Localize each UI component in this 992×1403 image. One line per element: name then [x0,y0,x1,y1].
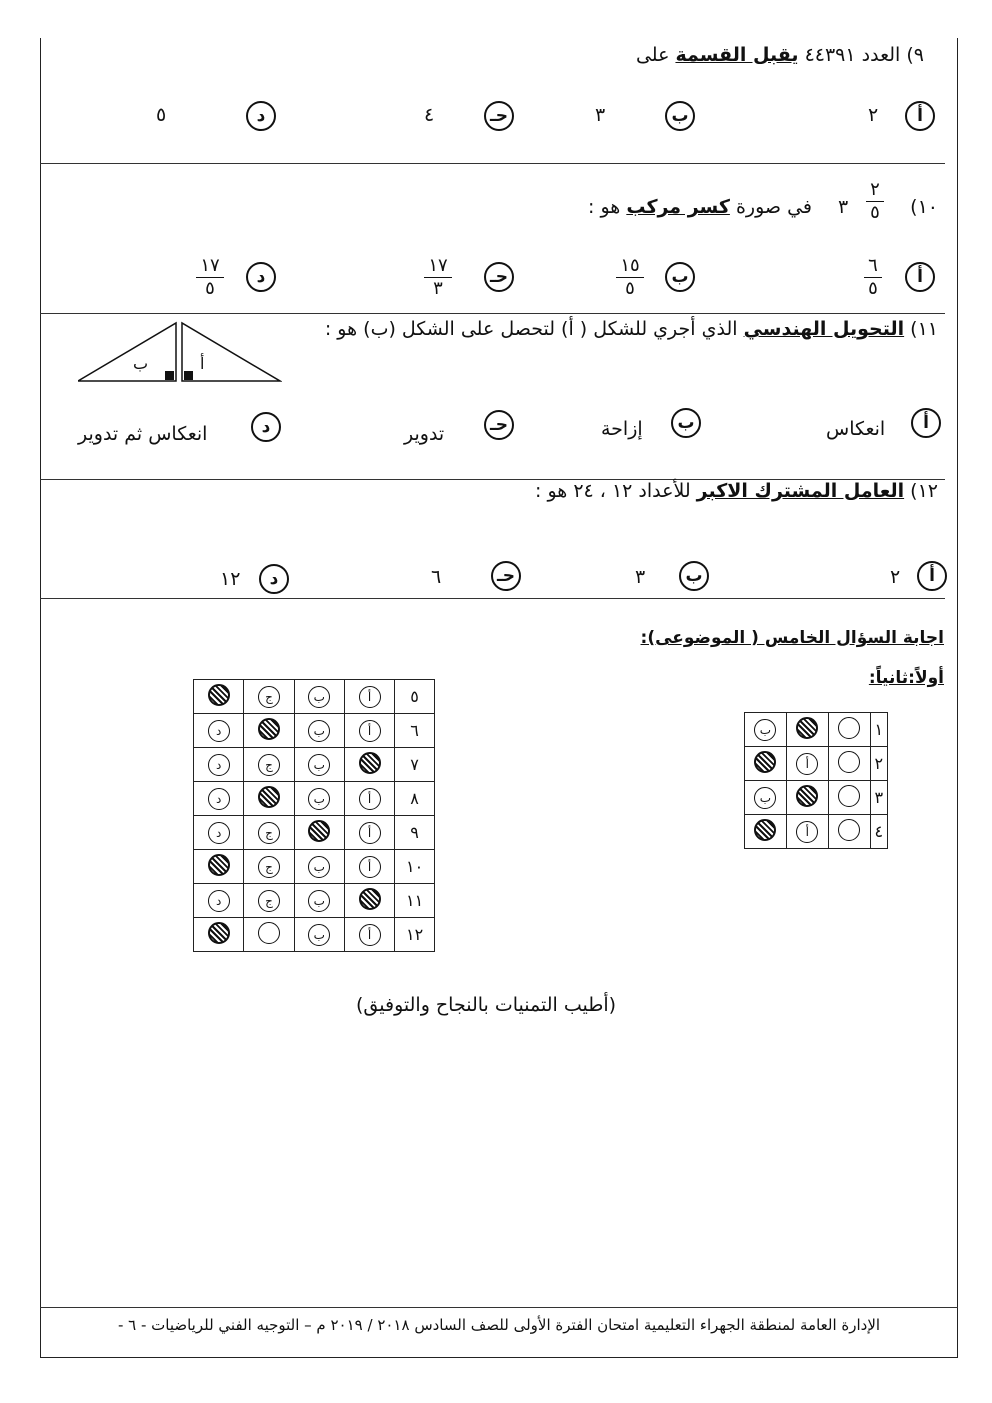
q10-option-d-circle[interactable]: د [246,262,276,292]
answer-cell [194,816,244,850]
q11-option-d-value: انعكاس ثم تدوير [78,423,208,445]
answer-question-number: ٤ [870,815,887,849]
answer-cell [786,747,828,781]
answer-choice[interactable]: ج [258,754,280,776]
answer-cell [294,714,344,748]
answer-cell [294,918,344,952]
q11-end: الذي أجري للشكل ( أ) لتحصل على الشكل (ب) هو : [324,318,738,340]
answer-choice[interactable]: ب [308,754,330,776]
answer-choice-selected[interactable] [754,751,776,773]
answer-choice-selected[interactable] [359,752,381,774]
answer-question-number: ١ [870,713,887,747]
answer-choice-selected[interactable] [208,854,230,876]
q12-question [535,480,938,502]
answer-choice[interactable]: ب [308,924,330,946]
answer-cell [786,713,828,747]
triangle-a-right-angle [184,371,193,380]
q10-option-b-den: ٥ [625,278,635,299]
answer-choice-selected[interactable] [796,785,818,807]
q12-number: ١٢) [910,480,938,502]
answer-cell [244,918,294,952]
q12-option-d-circle[interactable]: د [259,564,289,594]
answer-cell [294,816,344,850]
answer-cell [344,918,394,952]
answer-choice[interactable]: أ [796,821,818,843]
answer-choice[interactable]: ج [258,856,280,878]
q10-mixed-den: ٥ [870,202,880,223]
answer-row [194,884,435,918]
answer-question-number: ١٢ [395,918,435,952]
q10-option-c-fraction [424,256,452,299]
answer-choice[interactable] [838,717,860,739]
answer-cell [745,815,787,849]
q12-option-b-circle[interactable]: ب [679,561,709,591]
answer-cell [828,781,870,815]
answer-cell [294,680,344,714]
answer-cell [194,680,244,714]
q12-end: للأعداد ١٢ ، ٢٤ هو : [535,480,691,502]
q10-bold: كسر مركب [626,196,730,218]
answer-cell [828,815,870,849]
q10-option-b-num: ١٥ [620,255,640,276]
answer-choice[interactable]: ب [308,788,330,810]
triangle-a [182,323,280,381]
answer-cell [194,782,244,816]
answer-cell [194,714,244,748]
answer-cell [828,713,870,747]
answer-choice[interactable]: د [208,720,230,742]
answer-cell [194,850,244,884]
answer-cell [194,884,244,918]
answer-cell [244,680,294,714]
answer-cell [745,713,787,747]
answer-cell [344,850,394,884]
answer-cell [244,816,294,850]
answers-small-table [744,712,888,849]
answer-cell [244,884,294,918]
answer-row [194,850,435,884]
divider-q10 [40,313,945,314]
q9-option-a-circle[interactable]: أ [905,101,935,131]
divider-q9 [40,163,945,164]
q12-option-c-circle[interactable]: حـ [491,561,521,591]
answer-cell [194,918,244,952]
q10-mixed-num: ٢ [870,179,880,200]
answer-question-number: ٩ [395,816,435,850]
answer-choice-selected[interactable] [359,888,381,910]
answer-row [745,747,888,781]
q9-bold: يقبل القسمة [675,44,799,66]
q10-question [588,196,812,218]
q11-question [325,318,938,340]
answer-row [194,782,435,816]
answer-question-number: ٧ [395,748,435,782]
answer-choice[interactable] [838,819,860,841]
answer-row [194,714,435,748]
answer-cell [344,680,394,714]
q12-option-d-value: ١٢ [220,568,241,590]
answer-choice[interactable]: ج [258,890,280,912]
answer-cell [344,748,394,782]
answer-question-number: ٦ [395,714,435,748]
q10-mixed-whole: ٣ [838,196,849,218]
q10-option-a-fraction [864,256,882,299]
q9-option-c-value: ٤ [424,104,435,126]
page-frame [40,38,958,1358]
q10-option-d-fraction [196,256,224,299]
answer-question-number: ٢ [870,747,887,781]
q10-mixed-fraction [866,180,884,223]
q10-number: ١٠) [910,196,938,218]
answers-subheading: أولاً:ثانياً: [868,668,944,688]
answer-cell [745,781,787,815]
answer-choice[interactable]: ج [258,686,280,708]
answer-choice[interactable]: أ [359,856,381,878]
q9-option-b-value: ٣ [595,104,606,126]
answer-cell [294,884,344,918]
q10-option-a-num: ٦ [868,255,878,276]
answer-question-number: ٥ [395,680,435,714]
q11-option-c-circle[interactable]: حـ [484,410,514,440]
q9-question [636,44,924,66]
q10-option-d-den: ٥ [205,278,215,299]
answer-choice[interactable]: أ [359,788,381,810]
answer-row [745,781,888,815]
triangle-b-right-angle [165,371,174,380]
q10-text: في صورة [735,196,812,218]
answer-cell [294,850,344,884]
q9-option-b-circle[interactable]: ب [665,101,695,131]
q9-option-d-value: ٥ [156,104,167,126]
answer-question-number: ٣ [870,781,887,815]
shape-a-label: أ [200,354,205,373]
shape-b-label: ب [133,354,149,373]
q10-option-d-num: ١٧ [200,255,220,276]
answer-cell [244,748,294,782]
answer-row [194,918,435,952]
answer-question-number: ١١ [395,884,435,918]
answer-question-number: ٨ [395,782,435,816]
answer-choice-selected[interactable] [208,922,230,944]
answer-cell [344,884,394,918]
answer-choice[interactable] [258,922,280,944]
answer-choice-selected[interactable] [796,717,818,739]
answer-choice[interactable] [838,751,860,773]
answer-choice[interactable]: د [208,754,230,776]
answer-row [745,815,888,849]
answer-choice[interactable]: أ [359,720,381,742]
q10-option-c-num: ١٧ [428,255,448,276]
q11-option-d-circle[interactable]: د [251,412,281,442]
triangle-b [78,323,176,381]
q12-option-a-circle[interactable]: أ [917,561,947,591]
answer-row [194,748,435,782]
answer-choice-selected[interactable] [208,684,230,706]
answer-choice[interactable]: د [208,788,230,810]
q11-bold: التحويل الهندسي [743,318,905,340]
answer-choice[interactable]: أ [359,924,381,946]
triangles-figure [78,321,282,383]
q11-option-a-value: انعكاس [826,418,886,440]
closing-message: (أطيب التمنيات بالنجاح والتوفيق) [356,994,617,1016]
answer-choice-selected[interactable] [754,819,776,841]
answer-cell [786,815,828,849]
q10-end: هو : [588,196,621,218]
q11-number: ١١) [910,318,938,340]
q9-option-c-circle[interactable]: حـ [484,101,514,131]
q11-option-c-value: تدوير [404,423,445,445]
answer-choice[interactable]: أ [359,686,381,708]
q9-option-a-value: ٢ [868,104,879,126]
page-footer: الإدارة العامة لمنطقة الجهراء التعليمية امتحان الفترة الأولى للصف السادس ٢٠١٨ / ٢٠١٩ م – التوجيه الفني للرياضيات - ٦ - [40,1307,958,1334]
q12-option-a-value: ٢ [890,566,901,588]
q9-number: ٩) [906,44,924,66]
answer-choice[interactable]: ب [308,890,330,912]
q10-option-c-den: ٣ [433,278,443,299]
answer-row [745,713,888,747]
answer-cell [244,782,294,816]
answer-cell [786,781,828,815]
answer-choice-selected[interactable] [258,718,280,740]
q10-option-c-circle[interactable]: حـ [484,262,514,292]
answers-big-table [193,679,435,952]
q10-option-a-den: ٥ [868,278,878,299]
answer-cell [294,748,344,782]
answer-row [194,680,435,714]
answer-choice-selected[interactable] [308,820,330,842]
answer-choice[interactable]: ج [258,822,280,844]
answer-choice[interactable]: د [208,822,230,844]
divider-q12 [40,598,945,599]
answer-cell [828,747,870,781]
answer-cell [344,714,394,748]
answer-choice[interactable]: ب [754,719,776,741]
q12-bold: العامل المشترك الاكبر [696,480,905,502]
q9-option-d-circle[interactable]: د [246,101,276,131]
q9-end: على [635,44,670,66]
answer-choice[interactable]: أ [796,753,818,775]
answers-heading: اجابة السؤال الخامس ( الموضوعى): [640,628,944,648]
q12-option-b-value: ٣ [635,566,646,588]
answer-choice[interactable] [838,785,860,807]
answer-cell [244,850,294,884]
q11-option-b-value: إزاحة [601,418,643,440]
answer-choice[interactable]: أ [359,822,381,844]
answer-cell [294,782,344,816]
answer-cell [344,782,394,816]
answer-cell [745,747,787,781]
answer-choice[interactable]: د [208,890,230,912]
answer-choice[interactable]: ب [308,686,330,708]
answer-cell [344,816,394,850]
answer-choice[interactable]: ب [308,720,330,742]
q10-option-b-circle[interactable]: ب [665,262,695,292]
q11-option-a-circle[interactable]: أ [911,408,941,438]
answer-cell [194,748,244,782]
answer-row [194,816,435,850]
q11-option-b-circle[interactable]: ب [671,408,701,438]
q10-option-a-circle[interactable]: أ [905,262,935,292]
answer-choice[interactable]: ب [308,856,330,878]
q12-option-c-value: ٦ [431,566,442,588]
answer-cell [244,714,294,748]
q9-text: العدد ٤٤٣٩١ [804,44,901,66]
answer-question-number: ١٠ [395,850,435,884]
answer-choice[interactable]: ب [754,787,776,809]
answer-choice-selected[interactable] [258,786,280,808]
q10-option-b-fraction [616,256,644,299]
